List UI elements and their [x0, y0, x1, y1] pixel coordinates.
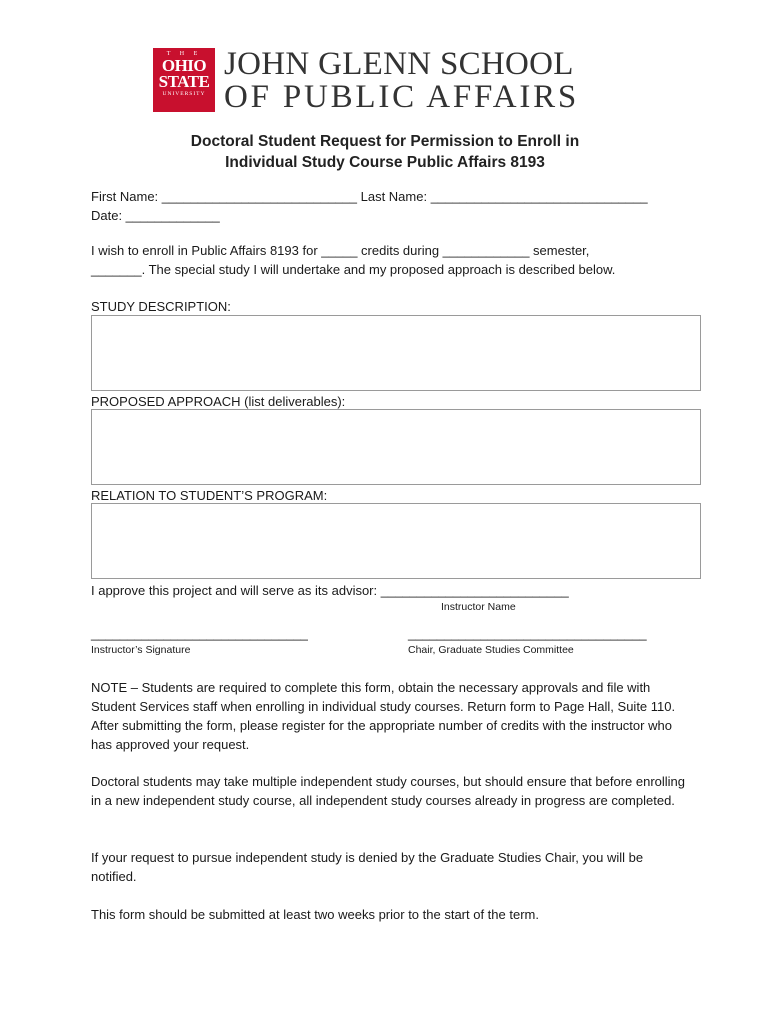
date-field-line[interactable]: Date: _____________: [91, 208, 220, 223]
school-name-line-2: OF PUBLIC AFFAIRS: [224, 79, 580, 115]
logo-the: T H E: [166, 51, 202, 57]
chair-caption: Chair, Graduate Studies Committee: [408, 644, 574, 656]
study-description-box[interactable]: [91, 315, 701, 391]
instructor-signature-line[interactable]: ______________________________: [91, 626, 308, 641]
instructor-name-caption: Instructor Name: [441, 601, 516, 613]
proposed-approach-label: PROPOSED APPROACH (list deliverables):: [91, 394, 346, 409]
logo-state: STATE: [158, 72, 210, 91]
form-title-line-2: Individual Study Course Public Affairs 8193: [225, 154, 545, 171]
study-description-label: STUDY DESCRIPTION:: [91, 299, 231, 314]
doctoral-paragraph: Doctoral students may take multiple independent study courses, but should ensure that before enrolling in a new independent study course, all independent study courses already in progress are completed.: [91, 774, 686, 808]
instructor-signature-caption: Instructor’s Signature: [91, 644, 191, 656]
deadline-paragraph: This form should be submitted at least two weeks prior to the start of the term.: [91, 907, 539, 922]
relation-label: RELATION TO STUDENT’S PROGRAM:: [91, 488, 328, 503]
chair-signature-line[interactable]: _________________________________: [408, 626, 647, 641]
name-fields-line[interactable]: First Name: ___________________________ Last Name: ______________________________: [91, 189, 648, 204]
logo-university: UNIVERSITY: [162, 91, 206, 97]
ohio-state-logo: [153, 48, 215, 112]
enroll-statement-line-2[interactable]: _______. The special study I will undertake and my proposed approach is described below.: [91, 262, 616, 277]
relation-box[interactable]: [91, 503, 701, 579]
note-paragraph: NOTE – Students are required to complete this form, obtain the necessary approvals and file with Student Services staff when enrolling in individual study courses. Return form to Page Hall, Suite 110. After submitting the form, please register for the appropriate number of credits with the instructor who has approved your request.: [91, 680, 676, 752]
advisor-approval-line[interactable]: I approve this project and will serve as its advisor: __________________________: [91, 583, 569, 598]
school-name-line-1: JOHN GLENN SCHOOL: [224, 46, 574, 82]
proposed-approach-box[interactable]: [91, 409, 701, 485]
denied-paragraph: If your request to pursue independent study is denied by the Graduate Studies Chair, you will be notified.: [91, 850, 644, 884]
form-title-line-1: Doctoral Student Request for Permission to Enroll in: [190, 133, 580, 150]
logo-ohio: OHIO: [161, 56, 207, 75]
enroll-statement-line-1[interactable]: I wish to enroll in Public Affairs 8193 for _____ credits during ____________ semester,: [91, 243, 590, 258]
